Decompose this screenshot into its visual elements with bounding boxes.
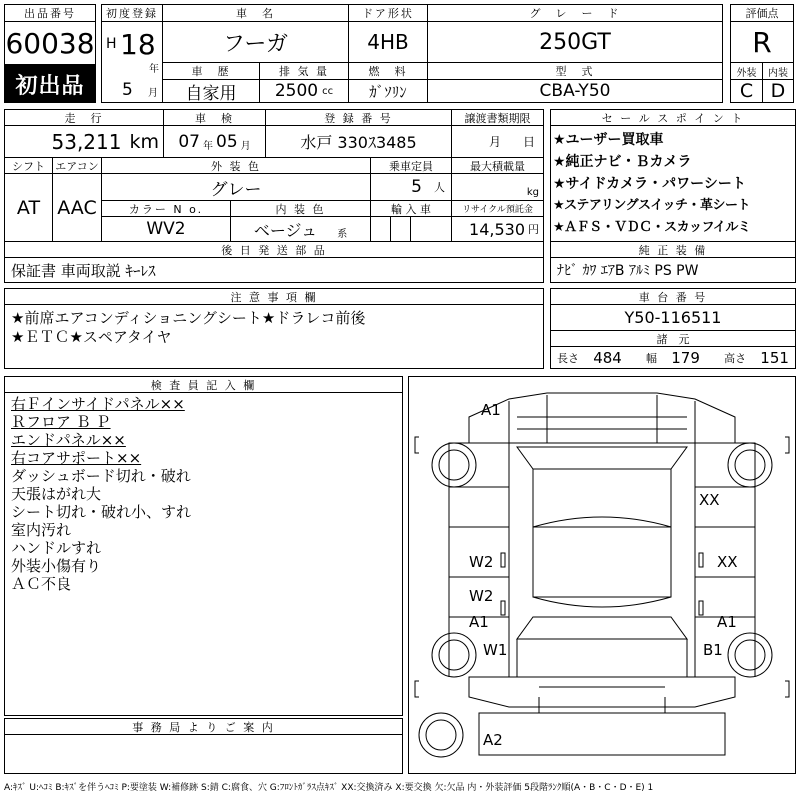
- mark-a1-right: A1: [717, 613, 737, 631]
- history-label: 車 歴: [162, 62, 260, 80]
- int-color-cell: [230, 216, 371, 242]
- plate-label: 登 録 番 号: [265, 109, 452, 126]
- mark-a1-front: A1: [481, 401, 501, 419]
- inspector-line-10: 外装小傷有り: [11, 557, 102, 575]
- displacement-cell: [259, 79, 349, 103]
- notes-box: [4, 304, 544, 369]
- import-label: 輸 入 車: [370, 200, 452, 217]
- mark-w2-left2: W2: [469, 587, 494, 605]
- mark-a1-left: A1: [469, 613, 489, 631]
- capacity-label: 乗車定員: [370, 157, 452, 174]
- inspector-line-9: ハンドルすれ: [11, 539, 102, 557]
- office-title: 事 務 局 よ り ご 案 内: [4, 718, 403, 735]
- fuel: ｶﾞｿﾘﾝ: [348, 79, 428, 103]
- first-reg-label: 初度登録: [101, 4, 163, 22]
- inspector-line-2: Ｒフロア Ｂ Ｐ: [11, 413, 111, 431]
- recycle-cell: [451, 216, 544, 242]
- reg-year: 18: [120, 28, 156, 61]
- door-label: ドア形状: [348, 4, 428, 22]
- inspector-title: 検 査 員 記 入 欄: [4, 376, 403, 393]
- rating-score: R: [730, 21, 794, 63]
- later-parts: 保証書 車両取説 ｷｰﾚｽ: [4, 257, 544, 283]
- grade-label: グ レ ー ド: [427, 4, 723, 22]
- interior-grade: D: [762, 79, 794, 103]
- era: H: [106, 36, 117, 52]
- car-name-label: 車 名: [162, 4, 349, 22]
- color: グレー: [101, 173, 371, 201]
- mileage-label: 走 行: [4, 109, 164, 126]
- color-no-label: カラー N o.: [101, 200, 231, 217]
- inspector-line-7: シート切れ・破れ小、すれ: [11, 503, 192, 521]
- length: 484: [593, 348, 622, 367]
- load-cell: [451, 173, 544, 201]
- inspection-label: 車 検: [163, 109, 266, 126]
- import-cell: [370, 216, 452, 242]
- height-label: 高さ: [724, 351, 747, 365]
- office-box: [4, 734, 403, 774]
- load-unit: kg: [526, 187, 539, 198]
- capacity-cell: [370, 173, 452, 201]
- notes-line-1: ★前席エアコンディショニングシート★ドラレコ前後: [11, 309, 366, 327]
- inspector-line-6: 天張はがれ大: [11, 485, 102, 503]
- fuel-label: 燃 料: [348, 62, 428, 80]
- inspector-line-5: ダッシュボード切れ・破れ: [11, 467, 191, 485]
- displacement-label: 排 気 量: [259, 62, 349, 80]
- model-label: 型 式: [427, 62, 723, 80]
- dims-row: [550, 346, 796, 369]
- int-color-unit: 系: [337, 228, 348, 240]
- shift: AT: [4, 173, 53, 242]
- inspector-line-3: エンドパネル××: [11, 431, 126, 449]
- sales-point-2: ★純正ナビ・Ｂカメラ: [553, 154, 692, 170]
- chassis-title: 車 台 番 号: [550, 288, 796, 305]
- ac-label: エアコン: [52, 157, 102, 174]
- mileage-unit: km: [129, 130, 159, 153]
- capacity-unit: 人: [434, 181, 445, 194]
- sales-point-5: ★ＡＦＳ・ＶＤＣ・スカッフイルミ: [553, 220, 751, 235]
- model: CBA-Y50: [427, 79, 723, 103]
- mark-b1-right: B1: [703, 641, 723, 659]
- sales-point-4: ★ステアリングスイッチ・革シート: [553, 198, 750, 213]
- mark-w2-left: W2: [469, 553, 494, 571]
- chassis-number: Y50-116511: [550, 304, 796, 331]
- import-divider-2: [410, 216, 411, 242]
- load-label: 最大積載量: [451, 157, 544, 174]
- history: 自家用: [162, 79, 260, 103]
- reg-month: 5: [122, 80, 133, 100]
- sales-point-3: ★サイドカメラ・パワーシート: [553, 176, 746, 192]
- mark-a2-rear: A2: [483, 731, 503, 749]
- grade: 250GT: [427, 21, 723, 63]
- sales-points-title: セ ー ル ス ポ イ ン ト: [550, 109, 796, 126]
- int-color-label: 内 装 色: [230, 200, 371, 217]
- int-color: ベージュ: [253, 220, 318, 240]
- notes-line-2: ★ＥＴＣ★スペアタイヤ: [11, 328, 172, 346]
- notes-title: 注 意 事 項 欄: [4, 288, 544, 305]
- inspector-line-1: 右Ｆインサイドパネル××: [11, 395, 185, 413]
- interior-label: 内装: [762, 62, 794, 80]
- transfer-month: 月: [488, 135, 501, 149]
- shift-label: シフト: [4, 157, 53, 174]
- inspector-line-11: ＡＣ不良: [11, 575, 72, 593]
- recycle-amount: 14,530: [469, 219, 525, 239]
- inspection-cell: [163, 125, 266, 158]
- door-type: 4HB: [348, 21, 428, 63]
- color-no: WV2: [101, 216, 231, 242]
- genuine-equipment: ﾅﾋﾞ ｶﾜ ｴｱB ｱﾙﾐ PS PW: [550, 257, 796, 283]
- lot-number: 60038: [4, 21, 96, 65]
- car-diagram-box: [408, 376, 796, 774]
- transfer-day: 日: [522, 135, 535, 149]
- reg-month-unit: 月: [148, 88, 158, 99]
- inspector-box: [4, 392, 403, 716]
- exterior-label: 外装: [730, 62, 763, 80]
- height: 151: [760, 348, 789, 367]
- insp-year: 07: [178, 131, 200, 152]
- ac: AAC: [52, 173, 102, 242]
- sales-points-box: [550, 125, 796, 242]
- genuine-title: 純 正 装 備: [550, 241, 796, 258]
- recycle-label: リサイクル預託金: [451, 200, 544, 217]
- insp-month-unit: 月: [240, 141, 251, 152]
- color-label: 外 装 色: [101, 157, 371, 174]
- recycle-unit: 円: [528, 223, 539, 236]
- exterior-grade: C: [730, 79, 763, 103]
- mark-xx-right-mid: XX: [717, 553, 738, 571]
- legend: A:ｷｽﾞ U:ﾍｺﾐ B:ｷｽﾞを伴うﾍｺﾐ P:要塗装 W:補修跡 S:錆 C:腐食、穴 G:ﾌﾛﾝﾄｶﾞﾗｽ点ｷｽﾞ XX:交換済み X:要交換 欠:欠品 内・外装評価 5段階ﾗﾝｸ順(A・B・C・D・E) 1: [4, 783, 654, 793]
- dims-title: 諸 元: [550, 330, 796, 347]
- plate-number: 水戸 330ｽ3485: [265, 125, 452, 158]
- mark-w1-left: W1: [483, 641, 508, 659]
- first-reg-date: [101, 21, 163, 103]
- inspector-line-4: 右コアサポート××: [11, 449, 142, 467]
- transfer-cell: [451, 125, 544, 158]
- length-label: 長さ: [557, 351, 579, 365]
- import-divider-1: [390, 216, 391, 242]
- car-name: フーガ: [162, 21, 349, 63]
- width-label: 幅: [646, 351, 658, 365]
- mark-xx-right-top: XX: [699, 491, 720, 509]
- mileage-cell: [4, 125, 164, 158]
- displacement: 2500: [274, 81, 319, 101]
- reg-year-unit: 年: [149, 64, 159, 75]
- rating-label: 評価点: [730, 4, 794, 22]
- car-diagram: [409, 377, 795, 773]
- sales-point-1: ★ユーザー買取車: [553, 132, 664, 148]
- width: 179: [671, 348, 700, 367]
- lot-label: 出品番号: [4, 4, 96, 22]
- transfer-label: 譲渡書類期限: [451, 109, 544, 126]
- displacement-unit: cc: [322, 85, 334, 97]
- capacity: 5: [411, 177, 422, 197]
- mileage: 53,211: [51, 129, 122, 154]
- insp-month: 05: [216, 131, 238, 152]
- inspector-line-8: 室内汚れ: [11, 521, 72, 539]
- later-parts-title: 後 日 発 送 部 品: [4, 241, 544, 258]
- first-listing-badge: 初出品: [4, 65, 96, 103]
- insp-year-unit: 年: [203, 141, 213, 152]
